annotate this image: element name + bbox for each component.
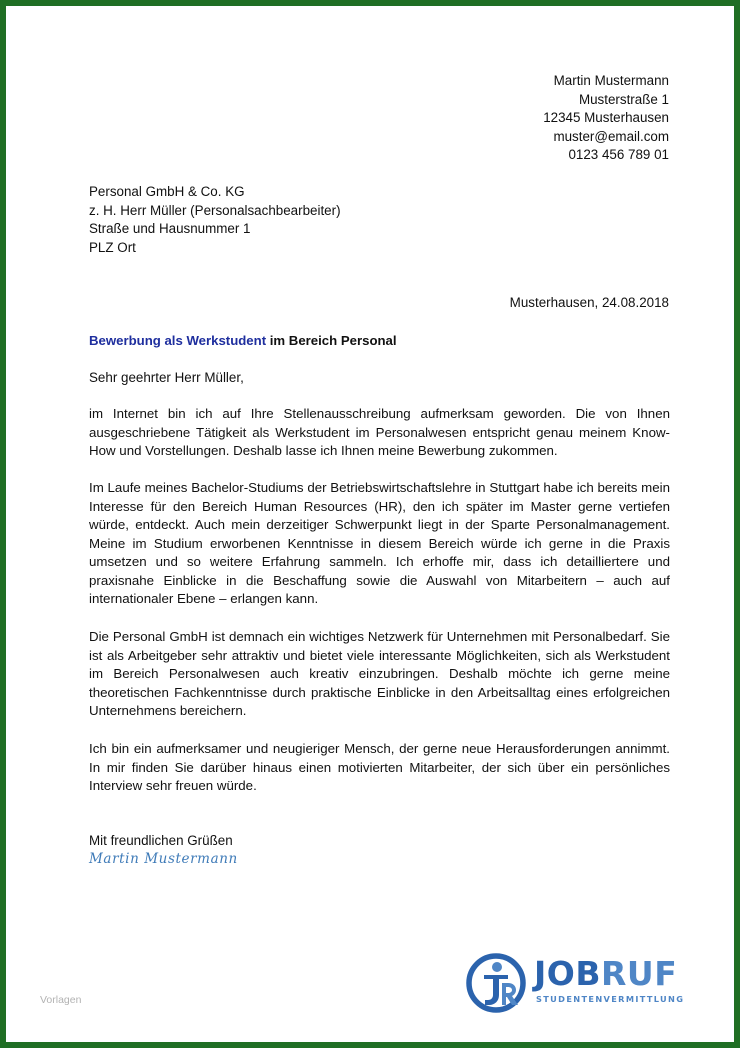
person-circle-icon	[464, 951, 528, 1015]
logo-wordmark	[534, 955, 677, 993]
logo-tagline: STUDENTENVERMITTLUNG	[536, 994, 685, 1004]
sender-address-block	[543, 72, 669, 165]
logo-word-light: RUF	[600, 954, 678, 993]
recipient-street: Straße und Hausnummer 1	[89, 221, 251, 237]
jobruf-logo	[464, 951, 694, 1019]
sender-name: Martin Mustermann	[553, 73, 669, 88]
body-paragraph-1: im Internet bin ich auf Ihre Stellenausschreibung aufmerksam geworden. Die von Ihnen ausgeschriebene Tätigkeit als Werkstudent im Personalwesen entspricht genau meinem Know-How und Vorstellungen. Deshalb lasse ich Ihnen meine Bewerbung zukommen.	[89, 406, 670, 458]
sender-phone: 0123 456 789 01	[568, 147, 669, 163]
sender-city: 12345 Musterhausen	[543, 110, 669, 126]
body-paragraph-4: Ich bin ein aufmerksamer und neugieriger Mensch, der gerne neue Herausforderungen annimmt. In mir finden Sie darüber hinaus einen motivierten Mitarbeiter, der sich über ein persönliches Interview sehr freuen würde.	[89, 741, 670, 793]
sender-email: muster@email.com	[553, 128, 669, 144]
recipient-address-block	[89, 183, 341, 257]
signature: Martin Mustermann	[89, 851, 238, 867]
recipient-company: Personal GmbH & Co. KG	[89, 184, 245, 199]
footer-note: Vorlagen	[40, 994, 82, 1006]
recipient-city: PLZ Ort	[89, 239, 136, 255]
body-paragraph-2: Im Laufe meines Bachelor-Studiums der Betriebswirtschaftslehre in Stuttgart habe ich bereits mein Interesse für den Bereich Human Resources (HR), den ich später im Master gerne vertiefen würde, entdeckt. Auch mein derzeitiger Schwerpunkt liegt in der Sparte Personalmanagement. Meine im Studium erworbenen Kenntnisse in diesem Bereich würde ich gerne in die Praxis umsetzen und so weitere Erfahrung sammeln. Ich erhoffe mir, dass ich detailliertere und praxisnahe Einblicke in die Beschaffung sowie die Auswahl von Mitarbeitern – auch auf internationaler Ebene – erlangen kann.	[89, 480, 670, 606]
salutation: Sehr geehrter Herr Müller,	[89, 370, 244, 385]
sender-street: Musterstraße 1	[578, 91, 669, 107]
recipient-attention: z. H. Herr Müller (Personalsachbearbeiter)	[89, 202, 341, 218]
subject-line	[89, 332, 397, 351]
letter-page	[6, 6, 734, 1042]
letter-date: Musterhausen, 24.08.2018	[509, 295, 669, 310]
body-paragraph-3: Die Personal GmbH ist demnach ein wichtiges Netzwerk für Unternehmen mit Personalbedarf. Sie ist als Arbeitgeber sehr attraktiv und bietet viele interessante Möglichkeiten, sich als Werkstudent im Bereich Personalwesen auch kreativ einzubringen. Deshalb möchte ich gerne meine theoretischen Fachkenntnisse durch praktische Einblicke in den Arbeitsalltag eines erfolgreichen Unternehmens bereichern.	[89, 629, 670, 718]
logo-word-main: JOB	[534, 954, 601, 993]
subject-rest: im Bereich Personal	[266, 333, 397, 348]
subject-highlight: Bewerbung als Werkstudent	[89, 333, 267, 348]
closing-phrase: Mit freundlichen Grüßen	[89, 833, 233, 848]
